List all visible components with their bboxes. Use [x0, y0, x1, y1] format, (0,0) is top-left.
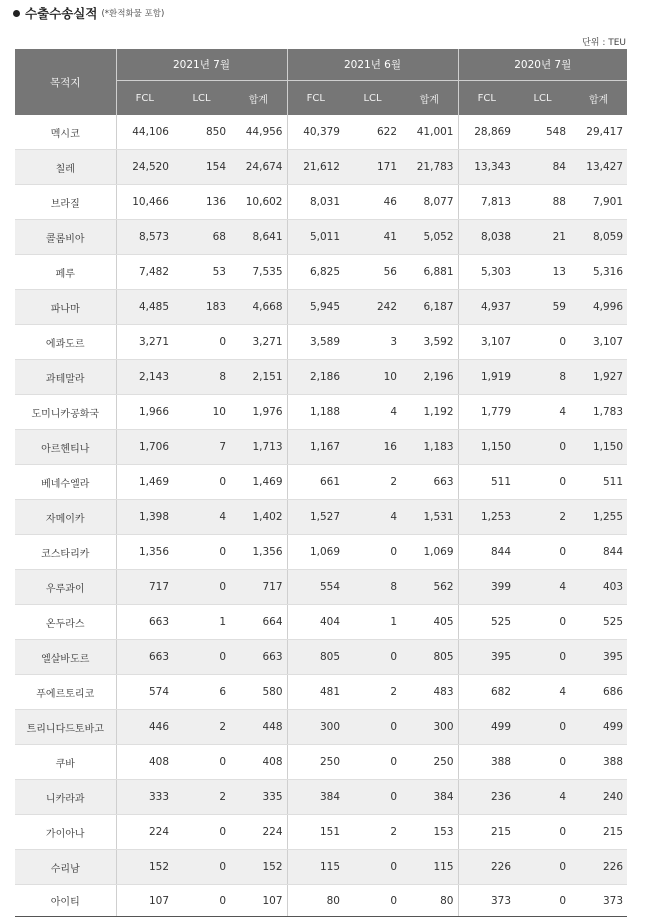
lcl-value-cell: 21 — [515, 220, 570, 255]
lcl-value-cell: 0 — [173, 885, 230, 917]
lcl-value-cell: 0 — [344, 745, 401, 780]
table-row — [15, 115, 627, 150]
lcl-value-cell: 0 — [173, 850, 230, 885]
table-row — [15, 185, 627, 220]
fcl-value-cell: 8,031 — [287, 185, 344, 220]
lcl-value-cell: 0 — [515, 535, 570, 570]
destination-cell: 가이아나 — [15, 815, 116, 850]
fcl-value-cell: 481 — [287, 675, 344, 710]
lcl-value-cell: 0 — [173, 815, 230, 850]
column-header-lcl: LCL — [173, 81, 230, 116]
lcl-value-cell: 0 — [173, 570, 230, 605]
fcl-value-cell: 80 — [287, 885, 344, 917]
table-row — [15, 500, 627, 535]
total-value-cell: 403 — [570, 570, 627, 605]
table-row — [15, 675, 627, 710]
fcl-value-cell: 844 — [458, 535, 515, 570]
total-value-cell: 844 — [570, 535, 627, 570]
total-value-cell: 41,001 — [401, 115, 458, 150]
lcl-value-cell: 6 — [173, 675, 230, 710]
lcl-value-cell: 0 — [515, 465, 570, 500]
table-row — [15, 710, 627, 745]
lcl-value-cell: 0 — [515, 710, 570, 745]
destination-cell: 수리남 — [15, 850, 116, 885]
lcl-value-cell: 4 — [515, 395, 570, 430]
destination-cell: 쿠바 — [15, 745, 116, 780]
total-value-cell: 663 — [230, 640, 287, 675]
total-value-cell: 1,183 — [401, 430, 458, 465]
lcl-value-cell: 41 — [344, 220, 401, 255]
total-value-cell: 1,356 — [230, 535, 287, 570]
table-row — [15, 780, 627, 815]
total-value-cell: 7,901 — [570, 185, 627, 220]
lcl-value-cell: 0 — [515, 745, 570, 780]
lcl-value-cell: 183 — [173, 290, 230, 325]
total-value-cell: 8,641 — [230, 220, 287, 255]
lcl-value-cell: 0 — [344, 640, 401, 675]
lcl-value-cell: 0 — [515, 885, 570, 917]
fcl-value-cell: 663 — [116, 605, 173, 640]
total-value-cell: 373 — [570, 885, 627, 917]
total-value-cell: 717 — [230, 570, 287, 605]
lcl-value-cell: 1 — [344, 605, 401, 640]
total-value-cell: 8,077 — [401, 185, 458, 220]
fcl-value-cell: 1,167 — [287, 430, 344, 465]
total-value-cell: 250 — [401, 745, 458, 780]
lcl-value-cell: 8 — [344, 570, 401, 605]
table-row — [15, 360, 627, 395]
fcl-value-cell: 408 — [116, 745, 173, 780]
lcl-value-cell: 0 — [515, 815, 570, 850]
table-row — [15, 570, 627, 605]
fcl-value-cell: 399 — [458, 570, 515, 605]
fcl-value-cell: 13,343 — [458, 150, 515, 185]
fcl-value-cell: 152 — [116, 850, 173, 885]
fcl-value-cell: 226 — [458, 850, 515, 885]
total-value-cell: 115 — [401, 850, 458, 885]
total-value-cell: 384 — [401, 780, 458, 815]
total-value-cell: 408 — [230, 745, 287, 780]
total-value-cell: 3,107 — [570, 325, 627, 360]
lcl-value-cell: 2 — [173, 710, 230, 745]
lcl-value-cell: 242 — [344, 290, 401, 325]
lcl-value-cell: 2 — [173, 780, 230, 815]
lcl-value-cell: 8 — [173, 360, 230, 395]
total-value-cell: 580 — [230, 675, 287, 710]
destination-cell: 코스타리카 — [15, 535, 116, 570]
column-header-total: 합계 — [401, 81, 458, 116]
lcl-value-cell: 0 — [344, 780, 401, 815]
destination-cell: 자메이카 — [15, 500, 116, 535]
column-header-fcl: FCL — [458, 81, 515, 116]
total-value-cell: 664 — [230, 605, 287, 640]
table-row — [15, 885, 627, 917]
section-subtitle: (*환적화물 포함) — [101, 9, 165, 19]
table-row — [15, 255, 627, 290]
table-row — [15, 605, 627, 640]
lcl-value-cell: 68 — [173, 220, 230, 255]
lcl-value-cell: 10 — [173, 395, 230, 430]
lcl-value-cell: 53 — [173, 255, 230, 290]
lcl-value-cell: 0 — [515, 325, 570, 360]
fcl-value-cell: 805 — [287, 640, 344, 675]
table-row — [15, 745, 627, 780]
total-value-cell: 21,783 — [401, 150, 458, 185]
fcl-value-cell: 1,150 — [458, 430, 515, 465]
total-value-cell: 80 — [401, 885, 458, 917]
lcl-value-cell: 56 — [344, 255, 401, 290]
total-value-cell: 226 — [570, 850, 627, 885]
destination-cell: 파나마 — [15, 290, 116, 325]
total-value-cell: 1,255 — [570, 500, 627, 535]
lcl-value-cell: 8 — [515, 360, 570, 395]
total-value-cell: 1,192 — [401, 395, 458, 430]
fcl-value-cell: 21,612 — [287, 150, 344, 185]
fcl-value-cell: 40,379 — [287, 115, 344, 150]
fcl-value-cell: 215 — [458, 815, 515, 850]
destination-cell: 엘살바도르 — [15, 640, 116, 675]
total-value-cell: 1,469 — [230, 465, 287, 500]
unit-label: 단위 : TEU — [582, 38, 626, 48]
table-row — [15, 290, 627, 325]
lcl-value-cell: 2 — [344, 815, 401, 850]
total-value-cell: 240 — [570, 780, 627, 815]
total-value-cell: 1,150 — [570, 430, 627, 465]
table-row — [15, 395, 627, 430]
lcl-value-cell: 59 — [515, 290, 570, 325]
fcl-value-cell: 404 — [287, 605, 344, 640]
destination-cell: 칠레 — [15, 150, 116, 185]
fcl-value-cell: 717 — [116, 570, 173, 605]
table-row — [15, 640, 627, 675]
column-header-lcl: LCL — [344, 81, 401, 116]
total-value-cell: 10,602 — [230, 185, 287, 220]
total-value-cell: 107 — [230, 885, 287, 917]
fcl-value-cell: 1,469 — [116, 465, 173, 500]
total-value-cell: 5,052 — [401, 220, 458, 255]
total-value-cell: 511 — [570, 465, 627, 500]
destination-cell: 페루 — [15, 255, 116, 290]
lcl-value-cell: 1 — [173, 605, 230, 640]
total-value-cell: 335 — [230, 780, 287, 815]
total-value-cell: 805 — [401, 640, 458, 675]
total-value-cell: 6,881 — [401, 255, 458, 290]
lcl-value-cell: 10 — [344, 360, 401, 395]
lcl-value-cell: 0 — [344, 850, 401, 885]
fcl-value-cell: 5,303 — [458, 255, 515, 290]
fcl-value-cell: 224 — [116, 815, 173, 850]
fcl-value-cell: 8,038 — [458, 220, 515, 255]
total-value-cell: 215 — [570, 815, 627, 850]
lcl-value-cell: 548 — [515, 115, 570, 150]
destination-cell: 니카라과 — [15, 780, 116, 815]
total-value-cell: 1,927 — [570, 360, 627, 395]
destination-cell: 과테말라 — [15, 360, 116, 395]
period-header: 2021년 6월 — [287, 49, 458, 81]
fcl-value-cell: 682 — [458, 675, 515, 710]
destination-cell: 푸에르토리코 — [15, 675, 116, 710]
lcl-value-cell: 622 — [344, 115, 401, 150]
lcl-value-cell: 0 — [344, 710, 401, 745]
fcl-value-cell: 446 — [116, 710, 173, 745]
destination-cell: 멕시코 — [15, 115, 116, 150]
column-header-fcl: FCL — [287, 81, 344, 116]
lcl-value-cell: 2 — [515, 500, 570, 535]
total-value-cell: 1,069 — [401, 535, 458, 570]
table-row — [15, 815, 627, 850]
table-body — [15, 115, 627, 917]
destination-cell: 아이티 — [15, 885, 116, 917]
fcl-value-cell: 28,869 — [458, 115, 515, 150]
total-value-cell: 483 — [401, 675, 458, 710]
total-value-cell: 24,674 — [230, 150, 287, 185]
lcl-value-cell: 88 — [515, 185, 570, 220]
fcl-value-cell: 3,271 — [116, 325, 173, 360]
total-value-cell: 663 — [401, 465, 458, 500]
lcl-value-cell: 4 — [515, 780, 570, 815]
fcl-value-cell: 1,253 — [458, 500, 515, 535]
total-value-cell: 1,783 — [570, 395, 627, 430]
total-value-cell: 395 — [570, 640, 627, 675]
section-title: 수출수송실적 — [25, 6, 98, 21]
lcl-value-cell: 4 — [344, 500, 401, 535]
fcl-value-cell: 1,188 — [287, 395, 344, 430]
column-header-total: 합계 — [570, 81, 627, 116]
column-header-fcl: FCL — [116, 81, 173, 116]
fcl-value-cell: 554 — [287, 570, 344, 605]
fcl-value-cell: 1,398 — [116, 500, 173, 535]
fcl-value-cell: 7,813 — [458, 185, 515, 220]
fcl-value-cell: 525 — [458, 605, 515, 640]
lcl-value-cell: 2 — [344, 675, 401, 710]
total-value-cell: 686 — [570, 675, 627, 710]
fcl-value-cell: 44,106 — [116, 115, 173, 150]
fcl-value-cell: 3,589 — [287, 325, 344, 360]
table-row — [15, 465, 627, 500]
total-value-cell: 388 — [570, 745, 627, 780]
destination-cell: 도미니카공화국 — [15, 395, 116, 430]
destination-cell: 온두라스 — [15, 605, 116, 640]
fcl-value-cell: 5,011 — [287, 220, 344, 255]
destination-cell: 아르헨티나 — [15, 430, 116, 465]
total-value-cell: 562 — [401, 570, 458, 605]
table-row — [15, 430, 627, 465]
total-value-cell: 3,592 — [401, 325, 458, 360]
fcl-value-cell: 2,186 — [287, 360, 344, 395]
total-value-cell: 499 — [570, 710, 627, 745]
lcl-value-cell: 7 — [173, 430, 230, 465]
total-value-cell: 29,417 — [570, 115, 627, 150]
fcl-value-cell: 1,706 — [116, 430, 173, 465]
fcl-value-cell: 10,466 — [116, 185, 173, 220]
fcl-value-cell: 300 — [287, 710, 344, 745]
fcl-value-cell: 384 — [287, 780, 344, 815]
fcl-value-cell: 1,527 — [287, 500, 344, 535]
fcl-value-cell: 373 — [458, 885, 515, 917]
lcl-value-cell: 16 — [344, 430, 401, 465]
lcl-value-cell: 4 — [515, 675, 570, 710]
destination-cell: 콜롬비아 — [15, 220, 116, 255]
fcl-value-cell: 1,966 — [116, 395, 173, 430]
fcl-value-cell: 1,919 — [458, 360, 515, 395]
lcl-value-cell: 0 — [515, 430, 570, 465]
export-volume-table — [15, 49, 627, 917]
total-value-cell: 8,059 — [570, 220, 627, 255]
fcl-value-cell: 663 — [116, 640, 173, 675]
lcl-value-cell: 0 — [173, 325, 230, 360]
lcl-value-cell: 4 — [344, 395, 401, 430]
fcl-value-cell: 1,069 — [287, 535, 344, 570]
total-value-cell: 1,976 — [230, 395, 287, 430]
lcl-value-cell: 136 — [173, 185, 230, 220]
fcl-value-cell: 8,573 — [116, 220, 173, 255]
period-header: 2021년 7월 — [116, 49, 287, 81]
fcl-value-cell: 2,143 — [116, 360, 173, 395]
total-value-cell: 6,187 — [401, 290, 458, 325]
destination-cell: 우루과이 — [15, 570, 116, 605]
total-value-cell: 2,151 — [230, 360, 287, 395]
fcl-value-cell: 511 — [458, 465, 515, 500]
fcl-value-cell: 333 — [116, 780, 173, 815]
total-value-cell: 7,535 — [230, 255, 287, 290]
fcl-value-cell: 574 — [116, 675, 173, 710]
fcl-value-cell: 4,937 — [458, 290, 515, 325]
destination-cell: 에콰도르 — [15, 325, 116, 360]
total-value-cell: 525 — [570, 605, 627, 640]
lcl-value-cell: 0 — [515, 605, 570, 640]
lcl-value-cell: 84 — [515, 150, 570, 185]
total-value-cell: 44,956 — [230, 115, 287, 150]
lcl-value-cell: 171 — [344, 150, 401, 185]
total-value-cell: 4,668 — [230, 290, 287, 325]
fcl-value-cell: 115 — [287, 850, 344, 885]
lcl-value-cell: 4 — [173, 500, 230, 535]
lcl-value-cell: 0 — [515, 850, 570, 885]
table-row — [15, 150, 627, 185]
fcl-value-cell: 1,356 — [116, 535, 173, 570]
total-value-cell: 224 — [230, 815, 287, 850]
fcl-value-cell: 395 — [458, 640, 515, 675]
destination-cell: 트리니다드토바고 — [15, 710, 116, 745]
lcl-value-cell: 0 — [173, 465, 230, 500]
fcl-value-cell: 151 — [287, 815, 344, 850]
destination-cell: 베네수엘라 — [15, 465, 116, 500]
section-title-row — [13, 4, 164, 22]
total-value-cell: 3,271 — [230, 325, 287, 360]
total-value-cell: 4,996 — [570, 290, 627, 325]
fcl-value-cell: 24,520 — [116, 150, 173, 185]
lcl-value-cell: 154 — [173, 150, 230, 185]
fcl-value-cell: 4,485 — [116, 290, 173, 325]
column-header-total: 합계 — [230, 81, 287, 116]
lcl-value-cell: 0 — [344, 885, 401, 917]
fcl-value-cell: 499 — [458, 710, 515, 745]
table-row — [15, 325, 627, 360]
lcl-value-cell: 0 — [173, 535, 230, 570]
fcl-value-cell: 3,107 — [458, 325, 515, 360]
fcl-value-cell: 1,779 — [458, 395, 515, 430]
fcl-value-cell: 236 — [458, 780, 515, 815]
fcl-value-cell: 661 — [287, 465, 344, 500]
destination-cell: 브라질 — [15, 185, 116, 220]
total-value-cell: 5,316 — [570, 255, 627, 290]
lcl-value-cell: 850 — [173, 115, 230, 150]
lcl-value-cell: 0 — [173, 745, 230, 780]
total-value-cell: 448 — [230, 710, 287, 745]
bullet-icon — [13, 10, 20, 17]
lcl-value-cell: 2 — [344, 465, 401, 500]
total-value-cell: 2,196 — [401, 360, 458, 395]
total-value-cell: 13,427 — [570, 150, 627, 185]
lcl-value-cell: 3 — [344, 325, 401, 360]
fcl-value-cell: 107 — [116, 885, 173, 917]
destination-header: 목적지 — [15, 49, 116, 115]
lcl-value-cell: 0 — [515, 640, 570, 675]
fcl-value-cell: 388 — [458, 745, 515, 780]
table-row — [15, 220, 627, 255]
table-row — [15, 535, 627, 570]
lcl-value-cell: 4 — [515, 570, 570, 605]
total-value-cell: 300 — [401, 710, 458, 745]
total-value-cell: 152 — [230, 850, 287, 885]
total-value-cell: 1,402 — [230, 500, 287, 535]
lcl-value-cell: 13 — [515, 255, 570, 290]
fcl-value-cell: 5,945 — [287, 290, 344, 325]
lcl-value-cell: 0 — [344, 535, 401, 570]
total-value-cell: 1,531 — [401, 500, 458, 535]
lcl-value-cell: 0 — [173, 640, 230, 675]
fcl-value-cell: 6,825 — [287, 255, 344, 290]
total-value-cell: 153 — [401, 815, 458, 850]
table-row — [15, 850, 627, 885]
period-header: 2020년 7월 — [458, 49, 627, 81]
total-value-cell: 1,713 — [230, 430, 287, 465]
lcl-value-cell: 46 — [344, 185, 401, 220]
fcl-value-cell: 250 — [287, 745, 344, 780]
fcl-value-cell: 7,482 — [116, 255, 173, 290]
column-header-lcl: LCL — [515, 81, 570, 116]
total-value-cell: 405 — [401, 605, 458, 640]
